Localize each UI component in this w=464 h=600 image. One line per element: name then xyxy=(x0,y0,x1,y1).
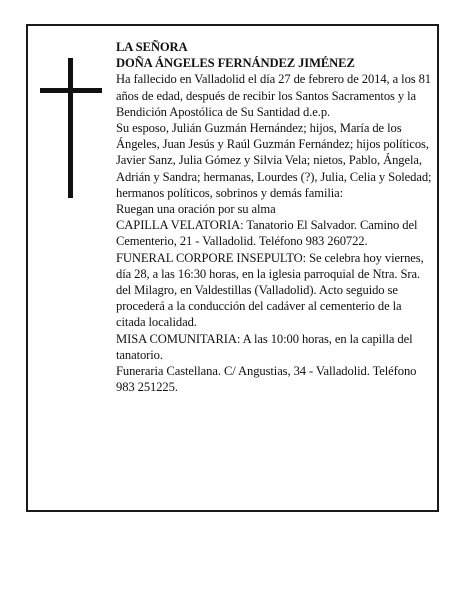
heading-title: LA SEÑORA xyxy=(116,40,188,54)
obituary-text xyxy=(116,39,432,395)
paragraph-funeral-home: Funeraria Castellana. C/ Angustias, 34 - Valladolid. Teléfono 983 251225. xyxy=(116,364,417,395)
deceased-name: DOÑA ÁNGELES FERNÁNDEZ JIMÉNEZ xyxy=(116,56,355,71)
paragraph-death: Ha fallecido en Valladolid el día 27 de febrero de 2014, a los 81 años de edad, después de recibir los Santos Sacramentos y la Bendición Apostólica de Su Santidad d.e.p. xyxy=(116,72,432,119)
paragraph-family: Su esposo, Julián Guzmán Hernández; hijos, María de los Ángeles, Juan Jesús y Raúl Guzmán Fernández; hijos políticos, Javier Sanz, Julia Gómez y Silvia Vela; nietos, Pablo, Ángela, Adrián y Sandra; hermanas, Lourdes (?), Julia, Celia y Soledad; hermanos políticos, sobrinos y demás familia: xyxy=(116,121,432,200)
obituary-frame xyxy=(26,24,439,512)
paragraph-funeral: FUNERAL CORPORE INSEPULTO: Se celebra hoy viernes, día 28, a las 16:30 horas, en la iglesia parroquial de Ntra. Sra. del Milagro, en Valdestillas (Valladolid). Acto seguido se procederá a la conducción del cadáver al cementerio de la citada localidad. xyxy=(116,250,424,330)
paragraph-mass: MISA COMUNITARIA: A las 10:00 horas, en la capilla del tanatorio. xyxy=(116,331,413,362)
paragraph-chapel: CAPILLA VELATORIA: Tanatorio El Salvador. Camino del Cementerio, 21 - Valladolid. Teléfono 983 260722. xyxy=(116,218,418,249)
paragraph-prayer: Ruegan una oración por su alma xyxy=(116,202,276,217)
